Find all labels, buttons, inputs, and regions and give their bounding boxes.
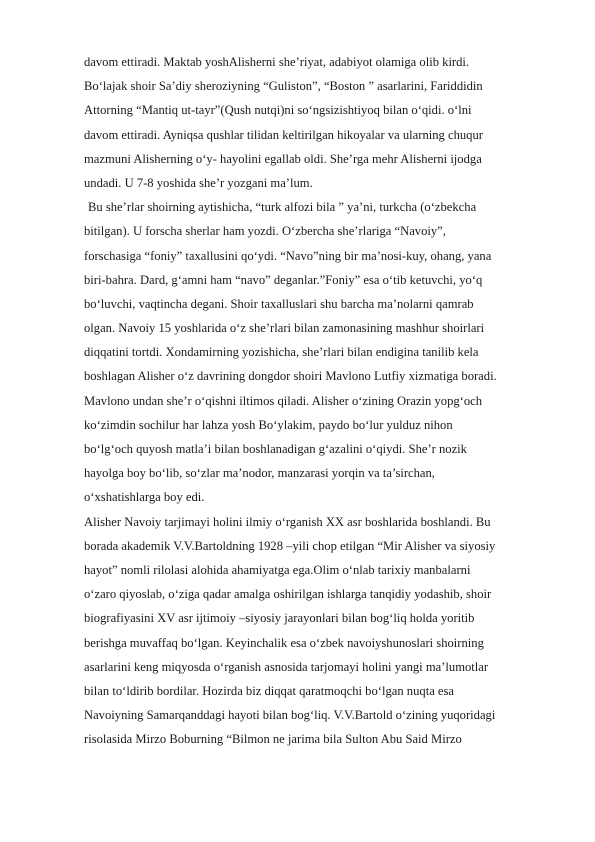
text-line: boshlagan Alisher o‘z davrining dongdor shoiri Mavlono Lutfiy xizmatiga boradi. xyxy=(84,369,497,384)
text-line: ko‘zimdin sochilur har lahza yosh Bo‘ylakim, paydo bo‘lur yulduz nihon xyxy=(84,417,453,432)
text-line: asarlarini keng miqyosda o‘rganish asnosida tarjomayi holini yangi ma’lumotlar xyxy=(84,659,489,674)
text-line: Navoiyning Samarqanddagi hayoti bilan bog‘liq. V.V.Bartold o‘zining yuqoridagi xyxy=(84,708,496,723)
text-line: undadi. U 7-8 yoshida she’r yozgani ma’lum. xyxy=(84,175,313,190)
text-line: o‘xshatishlarga boy edi. xyxy=(84,490,205,505)
text-line: mazmuni Alisherning o‘y- hayolini egallab oldi. She’rga mehr Alisherni ijodga xyxy=(84,151,482,166)
text-line: bilan to‘ldirib bordilar. Hozirda biz diqqat qaratmoqchi bo‘lgan nuqta esa xyxy=(84,683,455,698)
text-line: Bo‘lajak shoir Sa’diy sheroziyning “Guliston”, “Boston ” asarlarini, Fariddidin xyxy=(84,79,483,94)
text-line: bitilgan). U forscha sherlar ham yozdi. O‘zbercha she’rlariga “Navoiy”, xyxy=(84,224,446,239)
text-line: Bu she’rlar shoirning aytishicha, “turk alfozi bila ” ya’ni, turkcha (o‘zbekcha xyxy=(88,200,477,215)
text-line: bo‘luvchi, vaqtincha degani. Shoir taxalluslari shu barcha ma’nolarni qamrab xyxy=(84,296,474,311)
text-line: davom ettiradi. Ayniqsa qushlar tilidan keltirilgan hikoyalar va ularning chuqur xyxy=(84,127,483,142)
text-line: hayot” nomli rilolasi alohida ahamiyatga ega.Olim o‘nlab tarixiy manbalarni xyxy=(84,562,471,577)
text-line: risolasida Mirzo Boburning “Bilmon ne jarima bila Sulton Abu Said Mirzo xyxy=(84,732,462,747)
text-line: biografiyasini XV asr ijtimoiy –siyosiy jarayonlari bilan bog‘liq holda yoritib xyxy=(84,611,475,626)
text-line: biri-bahra. Dard, g‘amni ham “navo” deganlar.”Foniy” esa o‘tib ketuvchi, yo‘q xyxy=(84,272,483,287)
text-line: o‘zaro qiyoslab, o‘ziga qadar amalga oshirilgan ishlarga tanqidiy yodashib, shoir xyxy=(84,587,492,602)
text-line: borada akademik V.V.Bartoldning 1928 –yili chop etilgan “Mir Alisher va siyosiy xyxy=(84,538,496,553)
text-line: hayolga boy bo‘lib, so‘zlar ma’nodor, manzarasi yorqin va ta’sirchan, xyxy=(84,466,435,481)
text-line: forschasiga “foniy” taxallusini qo‘ydi. “Navo”ning bir ma’nosi-kuy, ohang, yana xyxy=(84,248,492,263)
text-line: Attorning “Mantiq ut-tayr”(Qush nutqi)ni so‘ngsizishtiyoq bilan o‘qidi. o‘lni xyxy=(84,103,472,118)
text-line: bo‘lg‘och quyosh matla’i bilan boshlanadigan g‘azalini o‘qiydi. She’r nozik xyxy=(84,442,467,456)
body-text xyxy=(84,50,554,751)
text-line: davom ettiradi. Maktab yoshAlisherni she’riyat, adabiyot olamiga olib kirdi. xyxy=(84,55,470,69)
text-line: olgan. Navoiy 15 yoshlarida o‘z she’rlari bilan zamonasining mashhur shoirlari xyxy=(84,321,485,336)
text-line: berishga muvaffaq bo‘lgan. Keyinchalik esa o‘zbek navoiyshunoslari shoirning xyxy=(84,635,484,650)
text-line: Alisher Navoiy tarjimayi holini ilmiy o‘rganish XX asr boshlarida boshlandi. Bu xyxy=(84,514,491,529)
text-line: diqqatini tortdi. Xondamirning yozishicha, she’rlari bilan endigina tanilib kela xyxy=(84,345,479,360)
text-line: Mavlono undan she’r o‘qishni iltimos qiladi. Alisher o‘zining Orazin yopg‘och xyxy=(84,393,483,408)
